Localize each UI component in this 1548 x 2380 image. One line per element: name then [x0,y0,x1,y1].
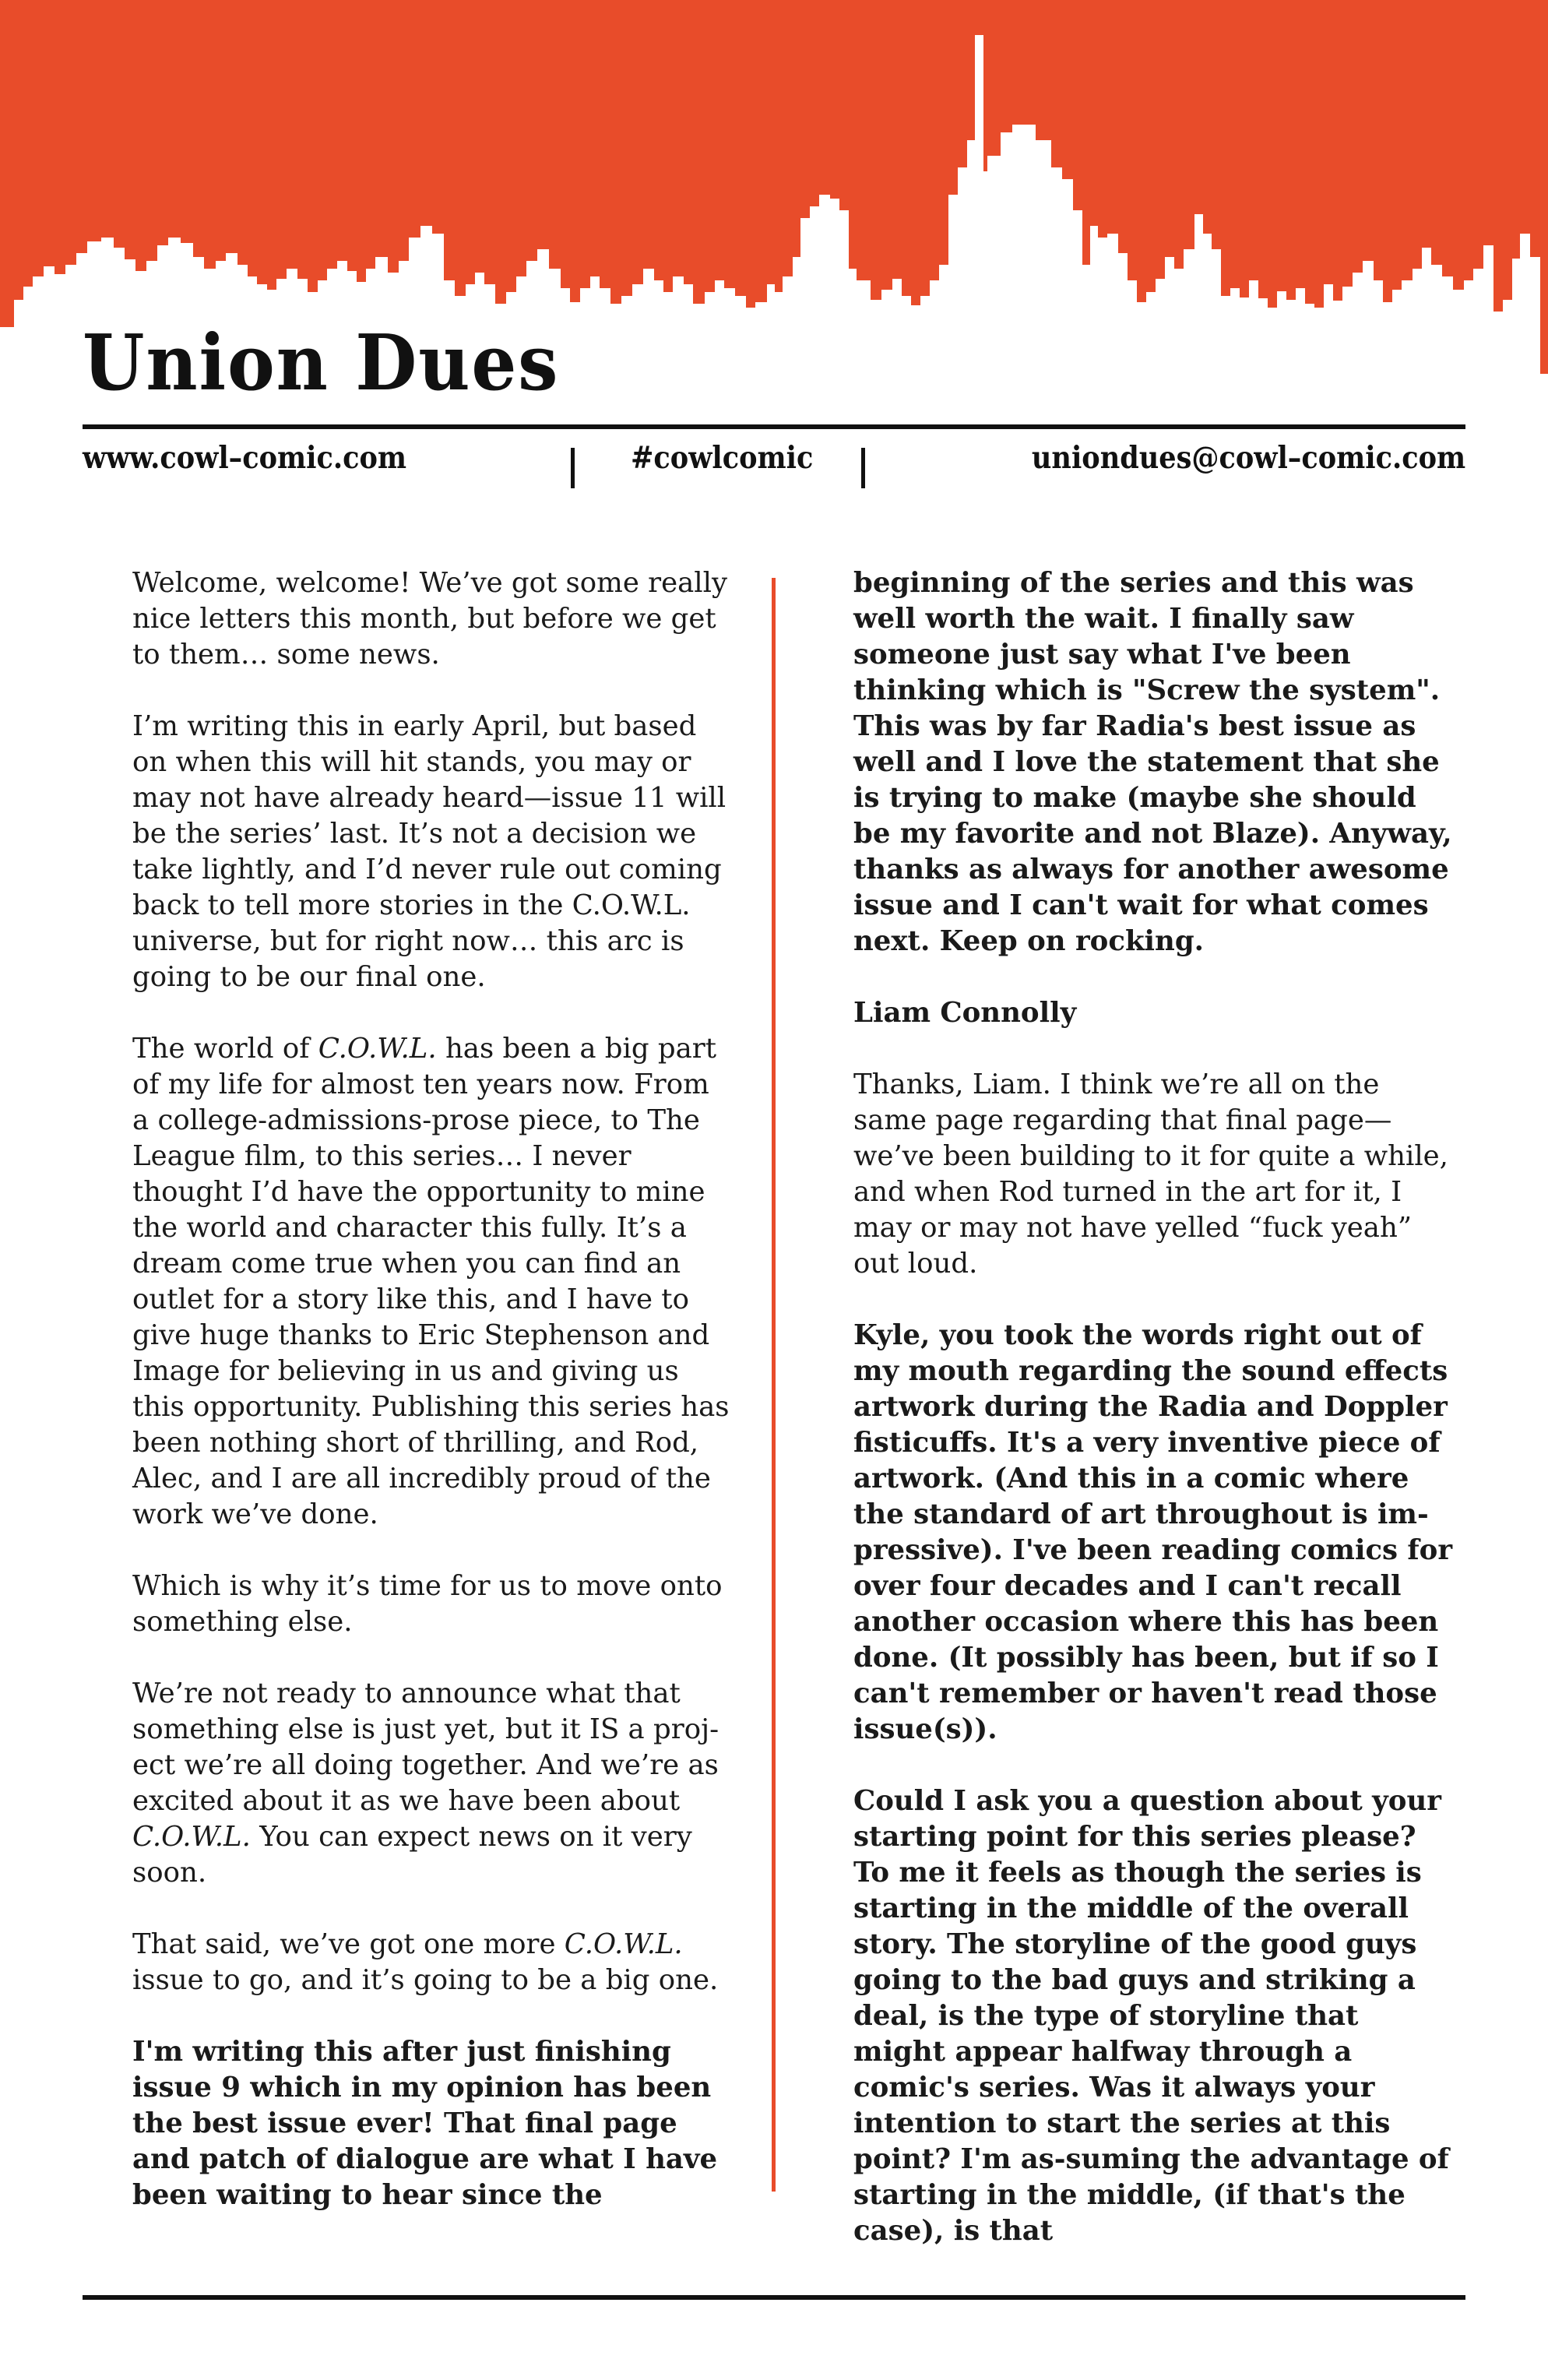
text-run: We’re not ready to announce what that something else is just yet, but it IS a proj-ect we’re all doing together. And we’re as excited about it as we have been about [132,1678,719,1817]
announcement-paragraph: I’m writing this in early April, but based on when this will hit stands, you may or may not have already heard—issue 11 will be the series’ last. It’s not a decision we take lightly, and I’d never rule out coming back to tell more stories in the C.O.W.L. universe, but for right now… this arc is going to be our final one. [132,710,727,993]
letter-signature: Liam Connolly [853,997,1077,1029]
new-project-paragraph [132,1676,732,1891]
letter-liam-part1: I'm writing this after just finishing issue 9 which in my opinion has been the best issue ever! That final page and patch of dialogue are what I have been waiting to hear since the [132,2036,718,2211]
series-title: C.O.W.L. [132,1821,251,1853]
header-separator [861,448,865,488]
letter-second-p1: Kyle, you took the words right out of my mouth regarding the sound effects artwork during the Radia and Doppler fisticuffs. It's a very inventive piece of artwork. (And this in a comic where the standard of art throughout is im-pressive). I've been reading comics for over four decades and I can't recall another occasion where this has been done. (It possibly has been, but if so I can't remember or haven't read those issue(s)). [853,1319,1453,1745]
header-separator [571,448,575,488]
header-rule [83,424,1465,429]
series-title: C.O.W.L. [318,1033,437,1065]
website-link[interactable]: www.cowl–comic.com [83,440,406,476]
history-paragraph [132,1031,732,1533]
email-link[interactable]: uniondues@cowl–comic.com [1031,440,1465,476]
intro-paragraph: Welcome, welcome! We’ve got some really nice letters this month, but before we get to them… some news. [132,567,728,671]
text-run: That said, we’ve got one more [132,1928,565,1960]
text-run: The world of [132,1033,318,1065]
letter-second-p2: Could I ask you a question about your starting point for this series please? To me it feels as though the series is starting in the middle of the overall story. The storyline of the good guys going to the bad guys and striking a deal, is the type of storyline that might appear halfway through a comic's series. Was it always your intention to start the series at this point? I'm as-suming the advantage of starting in the middle, (if that's the case), is that [853,1785,1449,2247]
left-column [132,565,732,2249]
column-divider [772,578,776,2192]
right-column [853,565,1457,2285]
letter-liam-part2: beginning of the series and this was well worth the wait. I finally saw someone just say what I've been thinking which is "Screw the system". This was by far Radia's best issue as well and I love the statement that she is trying to make (maybe she should be my favorite and not Blaze). Anyway, thanks as always for another awesome issue and I can't wait for what comes next. Keep on rocking. [853,567,1452,957]
reply-paragraph: Thanks, Liam. I think we’re all on the same page regarding that final page—we’ve been building to it for quite a while, and when Rod turned in the art for it, I may or may not have yelled “fuck yeah” out loud. [853,1069,1448,1280]
text-run: issue to go, and it’s going to be a big one. [132,1964,719,1996]
page-title: Union Dues [83,319,560,408]
text-run: has been a big part of my life for almost ten years now. From a college-admissions-prose piece, to The League film, to this series… I never thought I’d have the opportunity to mine the world and character this fully. It’s a dream come true when you can find an outlet for a story like this, and I have to give huge thanks to Eric Stephenson and Image for believing in us and giving us this opportunity. Publishing this series has been nothing short of thrilling, and Rod, Alec, and I are all incredibly proud of the work we’ve done. [132,1033,730,1530]
city-skyline-header [0,0,1548,374]
series-title: C.O.W.L. [564,1928,683,1960]
transition-paragraph: Which is why it’s time for us to move onto something else. [132,1570,723,1638]
final-issue-paragraph [132,1927,732,1998]
text-run: You can expect news on it very soon. [132,1821,692,1889]
hashtag-link[interactable]: #cowlcomic [631,440,814,476]
footer-rule [83,2295,1465,2300]
